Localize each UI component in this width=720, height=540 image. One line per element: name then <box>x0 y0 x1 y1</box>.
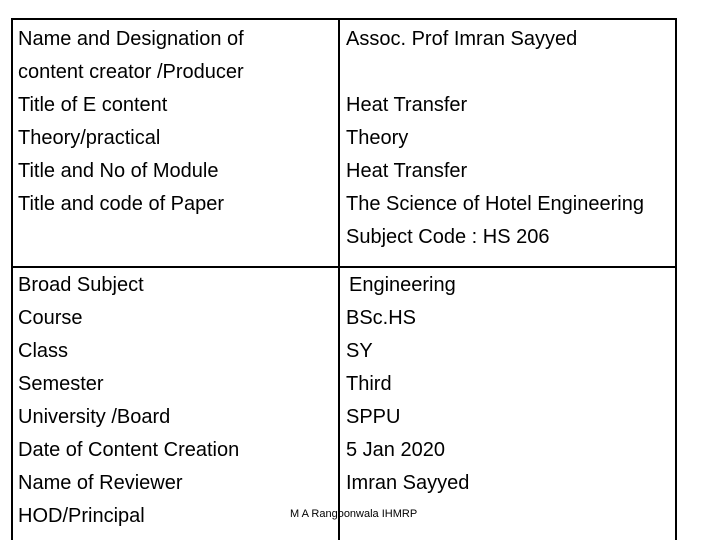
label-semester: Semester <box>18 373 104 395</box>
value-name-designation: Assoc. Prof Imran Sayyed <box>346 28 578 50</box>
value-class: SY <box>346 340 373 362</box>
section-divider <box>13 266 675 268</box>
value-title-e-content: Heat Transfer <box>346 94 468 116</box>
value-reviewer: Imran Sayyed <box>346 472 470 494</box>
footer-text: M A Rangoonwala IHMRP <box>290 508 418 520</box>
value-paper-code: Subject Code : HS 206 <box>346 226 550 248</box>
label-content-creator: content creator /Producer <box>18 61 244 83</box>
value-broad-subject: Engineering <box>349 274 456 296</box>
label-broad-subject: Broad Subject <box>18 274 144 296</box>
value-theory-practical: Theory <box>346 127 409 149</box>
label-title-e-content: Title of E content <box>18 94 168 116</box>
label-course: Course <box>18 307 83 329</box>
label-reviewer: Name of Reviewer <box>18 472 183 494</box>
value-date-creation: 5 Jan 2020 <box>346 439 445 461</box>
value-university: SPPU <box>346 406 401 428</box>
section1-labels <box>18 23 336 221</box>
label-university: University /Board <box>18 406 171 428</box>
label-theory-practical: Theory/practical <box>18 127 161 149</box>
label-date-creation: Date of Content Creation <box>18 439 240 461</box>
label-hod-principal: HOD/Principal <box>18 505 145 527</box>
column-divider <box>338 20 340 540</box>
value-content-creator <box>346 56 676 89</box>
value-course: BSc.HS <box>346 307 417 329</box>
value-paper-title: The Science of Hotel Engineering <box>346 193 644 215</box>
section1-values <box>346 23 676 254</box>
value-module: Heat Transfer <box>346 160 468 182</box>
label-paper: Title and code of Paper <box>18 193 225 215</box>
section2-values <box>346 269 676 500</box>
info-table <box>11 18 677 540</box>
section2-labels <box>18 269 336 533</box>
label-name-designation: Name and Designation of <box>18 28 244 50</box>
label-module: Title and No of Module <box>18 160 219 182</box>
value-semester: Third <box>346 373 392 395</box>
label-class: Class <box>18 340 69 362</box>
